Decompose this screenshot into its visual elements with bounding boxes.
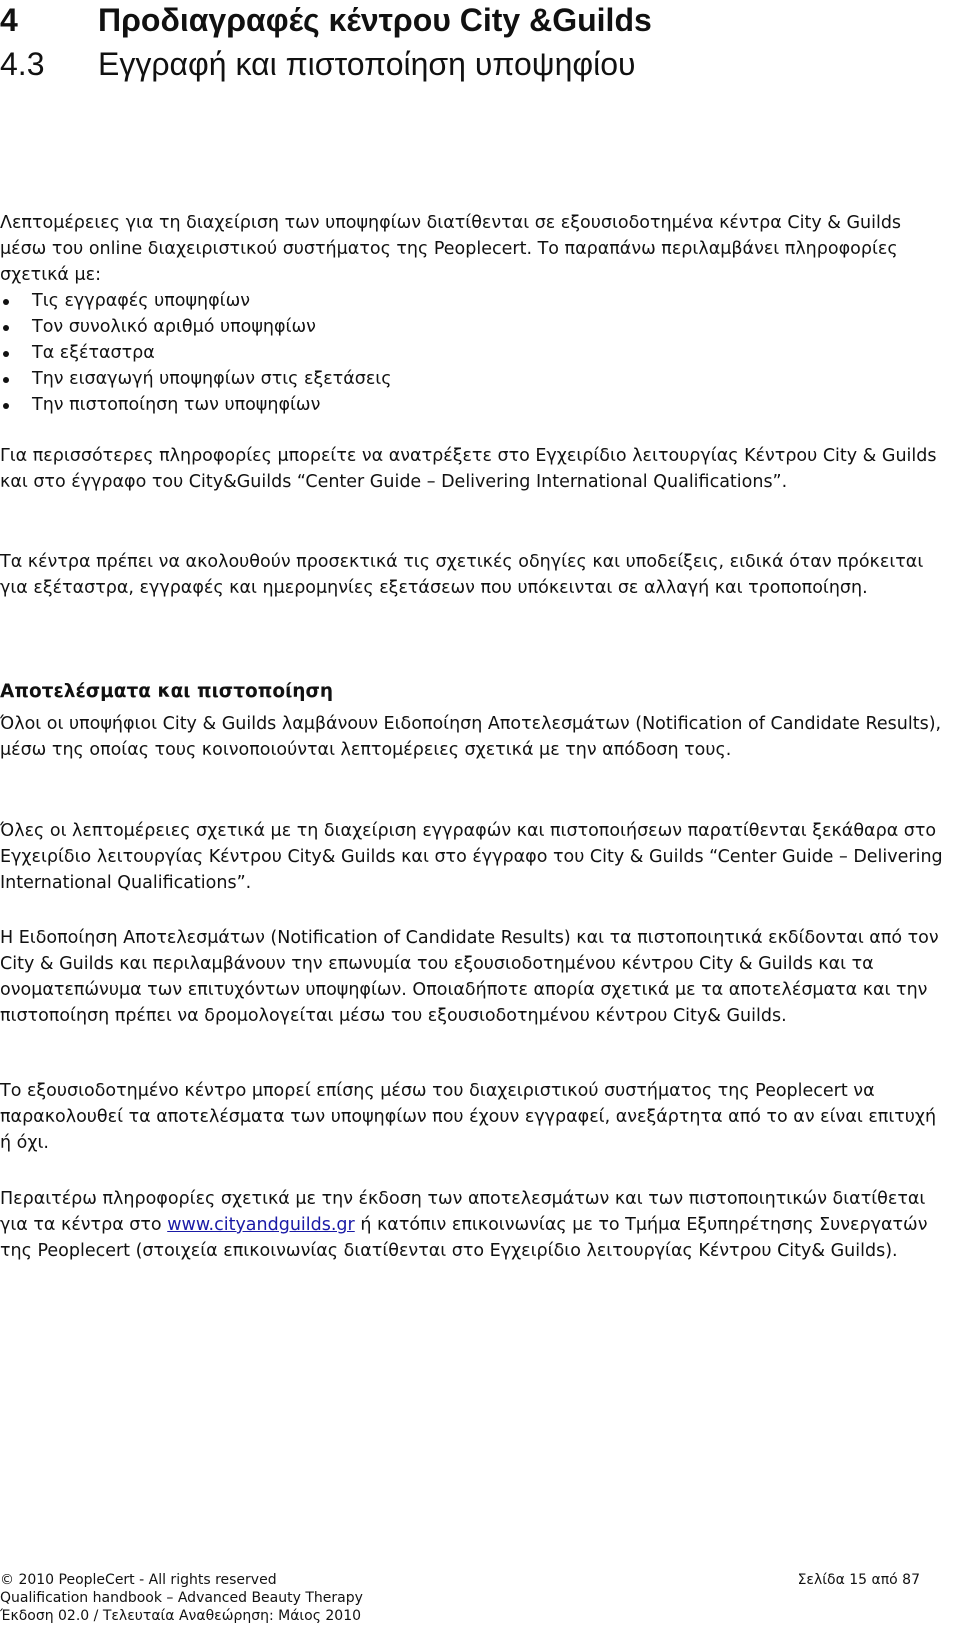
footer-version: Έκδοση 02.0 / Τελευταία Αναθεώρηση: Μάιος 2010 <box>0 1608 362 1624</box>
bullet-icon <box>3 299 9 305</box>
section-number: 4.3 <box>0 46 45 82</box>
intro-section <box>0 210 950 418</box>
section-title: Εγγραφή και πιστοποίηση υποψηφίου <box>98 46 636 82</box>
results-heading: Αποτελέσματα και πιστοποίηση <box>0 681 334 702</box>
bullet-icon <box>3 325 9 331</box>
section-heading <box>0 44 636 84</box>
footer-copyright: © 2010 PeopleCert - All rights reserved <box>0 1572 277 1588</box>
results-paragraph-5: Περαιτέρω πληροφορίες σχετικά με την έκδοση των αποτελεσμάτων και των πιστοποιητικών διατίθεται για τα κέντρα στο www.cityandguilds.gr ή κατόπιν επικοινωνίας με το Τμήμα Εξυπηρέτησης Συνεργατών της Peoplecert (στοιχεία επικοινωνίας διατίθενται στο Εγχειρίδιο λειτουργίας Κέντρου City& Guilds). <box>0 1189 928 1261</box>
centres-guidance-paragraph: Τα κέντρα πρέπει να ακολουθούν προσεκτικά τις σχετικές οδηγίες και υποδείξεις, ειδικά όταν πρόκειται για εξέταστρα, εγγραφές και ημερομηνίες εξετάσεων που υπόκεινται σε αλλαγή και τροποποίηση. <box>0 552 924 598</box>
bullet-item: Την πιστοποίηση των υποψηφίων <box>0 392 950 418</box>
bullet-item: Την εισαγωγή υποψηφίων στις εξετάσεις <box>0 366 950 392</box>
results-paragraph-4: Το εξουσιοδοτημένο κέντρο μπορεί επίσης μέσω του διαχειριστικού συστήματος της Peoplecert να παρακολουθεί τα αποτελέσματα των υποψηφίων που έχουν εγγραφεί, ανεξάρτητα από το αν είναι επιτυχή ή όχι. <box>0 1081 937 1153</box>
bullet-item: Τα εξέταστρα <box>0 340 950 366</box>
bullet-item: Τον συνολικό αριθμό υποψηφίων <box>0 314 950 340</box>
bullet-list <box>0 288 950 418</box>
bullet-icon <box>3 351 9 357</box>
cityandguilds-link[interactable]: www.cityandguilds.gr <box>167 1215 355 1235</box>
bullet-item: Τις εγγραφές υποψηφίων <box>0 288 950 314</box>
chapter-number: 4 <box>0 2 18 38</box>
footer-page-number: Σελίδα 15 από 87 <box>797 1572 920 1588</box>
bullet-icon <box>3 377 9 383</box>
chapter-title: Προδιαγραφές κέντρου City &Guilds <box>98 2 652 38</box>
bullet-icon <box>3 403 9 409</box>
results-paragraph-2: Όλες οι λεπτομέρειες σχετικά με τη διαχείριση εγγραφών και πιστοποιήσεων παρατίθενται ξεκάθαρα στο Εγχειρίδιο λειτουργίας Κέντρου City& Guilds και στο έγγραφο του City & Guilds “Center Guide – Delivering International Qualifications”. <box>0 821 943 893</box>
page-footer <box>0 1571 920 1625</box>
results-paragraph-1: Όλοι οι υποψήφιοι City & Guilds λαμβάνουν Ειδοποίηση Αποτελεσμάτων (Notification of Candidate Results), μέσω της οποίας τους κοινοποιούνται λεπτομέρειες σχετικά με την απόδοση τους. <box>0 714 942 760</box>
more-info-paragraph: Για περισσότερες πληροφορίες μπορείτε να ανατρέξετε στο Εγχειρίδιο λειτουργίας Κέντρου City & Guilds και στο έγγραφο του City&Guilds “Center Guide – Delivering International Qualifications”. <box>0 446 937 492</box>
footer-handbook: Qualification handbook – Advanced Beauty Therapy <box>0 1590 363 1606</box>
chapter-heading <box>0 0 652 40</box>
intro-paragraph: Λεπτομέρειες για τη διαχείριση των υποψηφίων διατίθενται σε εξουσιοδοτημένα κέντρα City & Guilds μέσω του online διαχειριστικού συστήματος της Peoplecert. Το παραπάνω περιλαμβάνει πληροφορίες σχετικά με: <box>0 213 902 285</box>
results-paragraph-3: Η Ειδοποίηση Αποτελεσμάτων (Notification of Candidate Results) και τα πιστοποιητικά εκδίδονται από τον City & Guilds και περιλαμβάνουν την επωνυμία του εξουσιοδοτημένου κέντρου City & Guilds και τα ονοματεπώνυμα των επιτυχόντων υποψηφίων. Οποιαδήποτε απορία σχετικά με τα αποτελέσματα και την πιστοποίηση πρέπει να δρομολογείται μέσω του εξουσιοδοτημένου κέντρου City& Guilds. <box>0 928 939 1026</box>
